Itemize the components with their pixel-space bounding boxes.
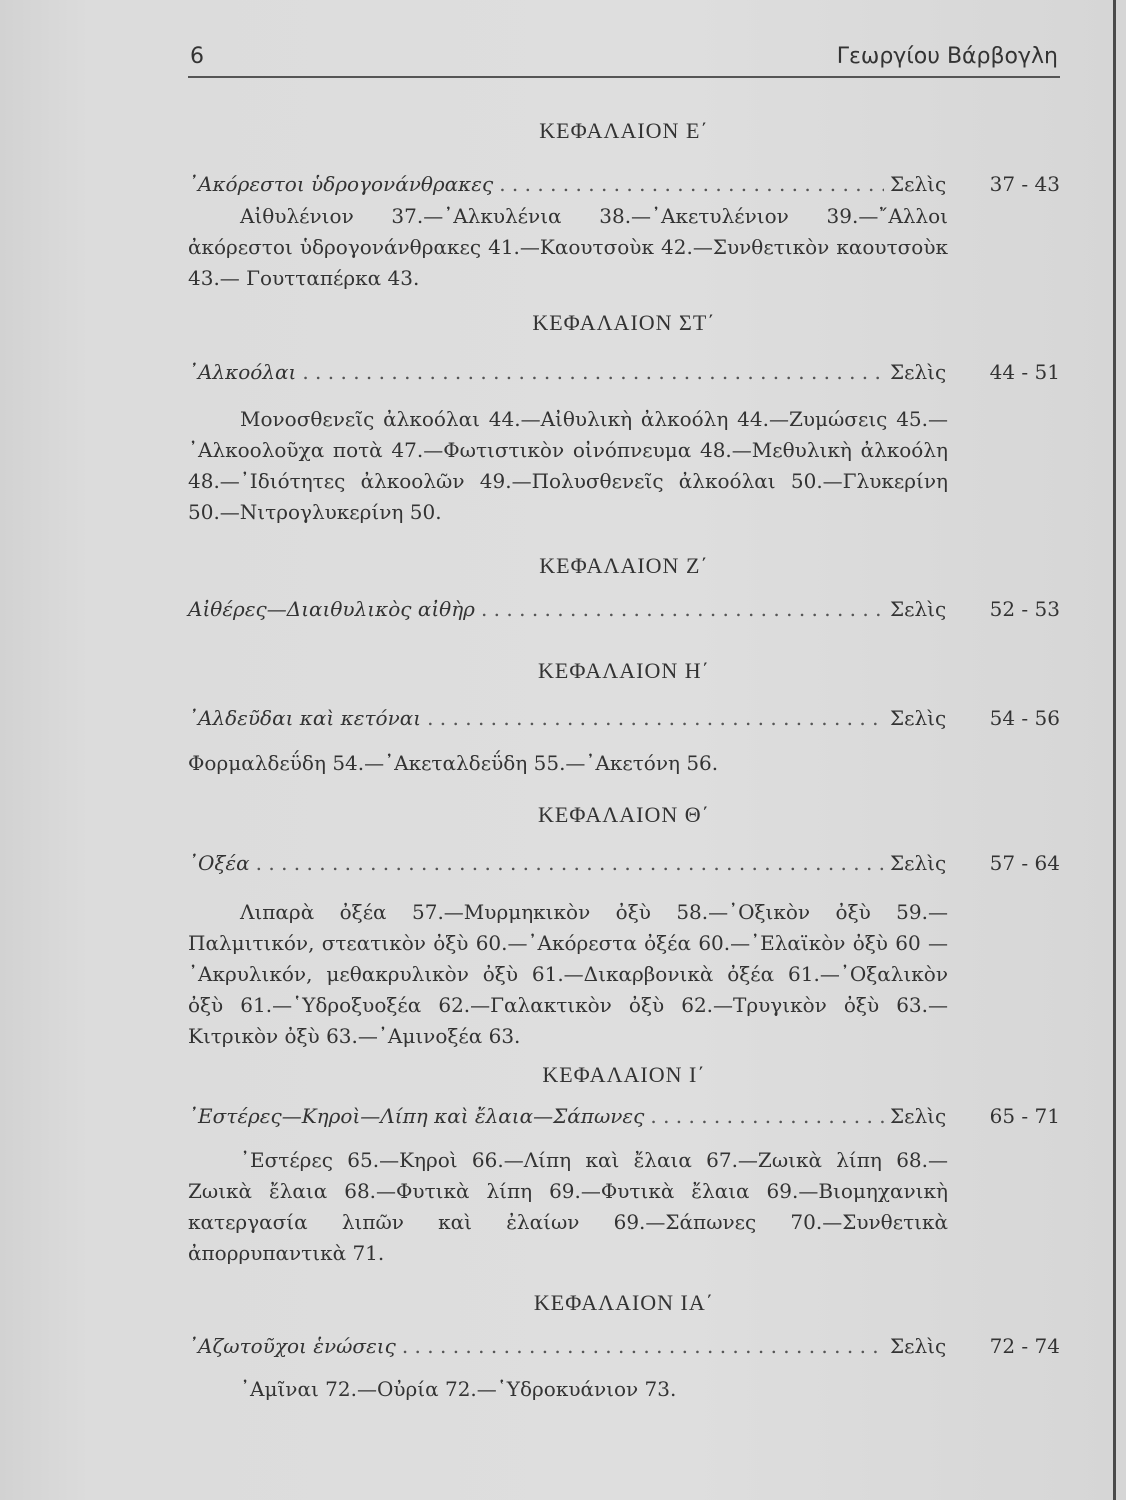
entry-title: ᾿Αζωτοῦχοι ἑνώσεις	[188, 1334, 396, 1358]
toc-entry	[188, 706, 1060, 734]
dot-leader	[650, 1104, 884, 1128]
page-word: Σελὶς	[890, 706, 947, 730]
chapter-heading: ΚΕΦΑΛΑΙΟΝ ΙΑ΄	[533, 1290, 715, 1315]
page-word: Σελὶς	[890, 1334, 947, 1358]
page-range: 57 - 64	[989, 851, 1060, 875]
entry-title: ᾿Εστέρες—Κηροὶ—Λίπη καὶ ἔλαια—Σάπωνες	[188, 1104, 645, 1128]
toc-entry	[188, 851, 1060, 879]
page-range: 52 - 53	[989, 597, 1060, 621]
dot-leader	[499, 172, 884, 196]
page-word: Σελὶς	[890, 851, 947, 875]
chapter-contents: Λιπαρὰ ὀξέα 57.—Μυρμηκικὸν ὀξὺ 58.—᾿Οξικὸν ὀξὺ 59.—Παλμιτικόν, στεατικὸν ὀξὺ 60.—᾿Ακόρεστα ὀξέα 60.—᾿Ελαϊκὸν ὀξὺ 60 — ᾿Ακρυλικόν, μεθακρυλικὸν ὀξὺ 61.—Δικαρβονικὰ ὀξέα 61.—᾿Οξαλικὸν ὀξὺ 61.—῾Υδροξυοξέα 62.—Γαλακτικὸν ὀξὺ 62.—Τρυγικὸν ὀξὺ 63.—Κιτρικὸν ὀξὺ 63.—᾿Αμινοξέα 63.	[188, 900, 948, 1048]
entry-title: ᾿Αλκοόλαι	[188, 360, 297, 384]
toc-entry	[188, 597, 1060, 625]
page-edge-line	[1113, 0, 1116, 1500]
running-head-author: Γεωργίου Βάρβογλη	[836, 44, 1058, 69]
chapter-heading: ΚΕΦΑΛΑΙΟΝ Ι΄	[542, 1062, 706, 1087]
chapter-contents: Μονοσθενεῖς ἀλκοόλαι 44.—Αἰθυλικὴ ἀλκοόλη 44.—Ζυμώσεις 45.— ᾿Αλκοολοῦχα ποτὰ 47.—Φωτιστικὸν οἰνόπνευμα 48.—Μεθυλικὴ ἀλκοόλη 48.—᾿Ιδιότητες ἀλκοολῶν 49.—Πολυσθενεῖς ἀλκοόλαι 50.—Γλυκερίνη 50.—Νιτρογλυκερίνη 50.	[188, 407, 948, 524]
dot-leader	[302, 360, 884, 384]
dot-leader	[256, 851, 884, 875]
running-head	[188, 38, 1060, 78]
page-range: 54 - 56	[989, 706, 1060, 730]
page-range: 65 - 71	[989, 1104, 1060, 1128]
dot-leader	[481, 597, 884, 621]
page-word: Σελὶς	[890, 360, 947, 384]
toc-entry	[188, 172, 1060, 200]
toc-entry	[188, 1334, 1060, 1362]
chapter-contents: Αἰθυλένιον 37.—᾿Αλκυλένια 38.—᾿Ακετυλένιον 39.—῎Αλλοι ἀκόρεστοι ὑδρογονάνθρακες 41.—Καουτσοὺκ 42.—Συνθετικὸν καουτσοὺκ 43.— Γουτταπέρκα 43.	[188, 204, 948, 290]
entry-title: ᾿Οξέα	[188, 851, 250, 875]
chapter-heading: ΚΕΦΑΛΑΙΟΝ ΣΤ΄	[532, 310, 716, 335]
page-word: Σελὶς	[890, 597, 947, 621]
chapter-heading: ΚΕΦΑΛΑΙΟΝ Ζ΄	[539, 553, 709, 578]
chapter-contents: ᾿Αμῖναι 72.—Οὐρία 72.—῾Υδροκυάνιον 73.	[240, 1377, 677, 1401]
page-number: 6	[190, 44, 204, 69]
chapter-contents: Φορμαλδεΰδη 54.—᾿Ακεταλδεΰδη 55.—᾿Ακετόνη 56.	[188, 751, 719, 775]
page-range: 44 - 51	[989, 360, 1060, 384]
chapter-heading: ΚΕΦΑΛΑΙΟΝ Η΄	[538, 658, 710, 683]
toc-entry	[188, 360, 1060, 388]
page-word: Σελὶς	[890, 1104, 947, 1128]
entry-title: ᾿Αλδεῦδαι καὶ κετόναι	[188, 706, 422, 730]
chapter-heading: ΚΕΦΑΛΑΙΟΝ Ε΄	[539, 118, 709, 143]
entry-title: Αἰθέρες—Διαιθυλικὸς αἰθὴρ	[188, 597, 475, 621]
page-word: Σελὶς	[890, 172, 947, 196]
dot-leader	[402, 1334, 884, 1358]
chapter-contents: ᾿Εστέρες 65.—Κηροὶ 66.—Λίπη καὶ ἔλαια 67.—Ζωικὰ λίπη 68.— Ζωικὰ ἔλαια 68.—Φυτικὰ λίπη 69.—Φυτικὰ ἔλαια 69.—Βιομηχανικὴ κατεργασία λιπῶν καὶ ἐλαίων 69.—Σάπωνες 70.—Συνθετικὰ ἀπορρυπαντικὰ 71.	[188, 1148, 948, 1265]
entry-title: ᾿Ακόρεστοι ὑδρογονάνθρακες	[188, 172, 494, 196]
toc-entry	[188, 1104, 1060, 1132]
page-range: 72 - 74	[989, 1334, 1060, 1358]
page-range: 37 - 43	[989, 172, 1060, 196]
dot-leader	[427, 706, 884, 730]
chapter-heading: ΚΕΦΑΛΑΙΟΝ Θ΄	[538, 802, 710, 827]
